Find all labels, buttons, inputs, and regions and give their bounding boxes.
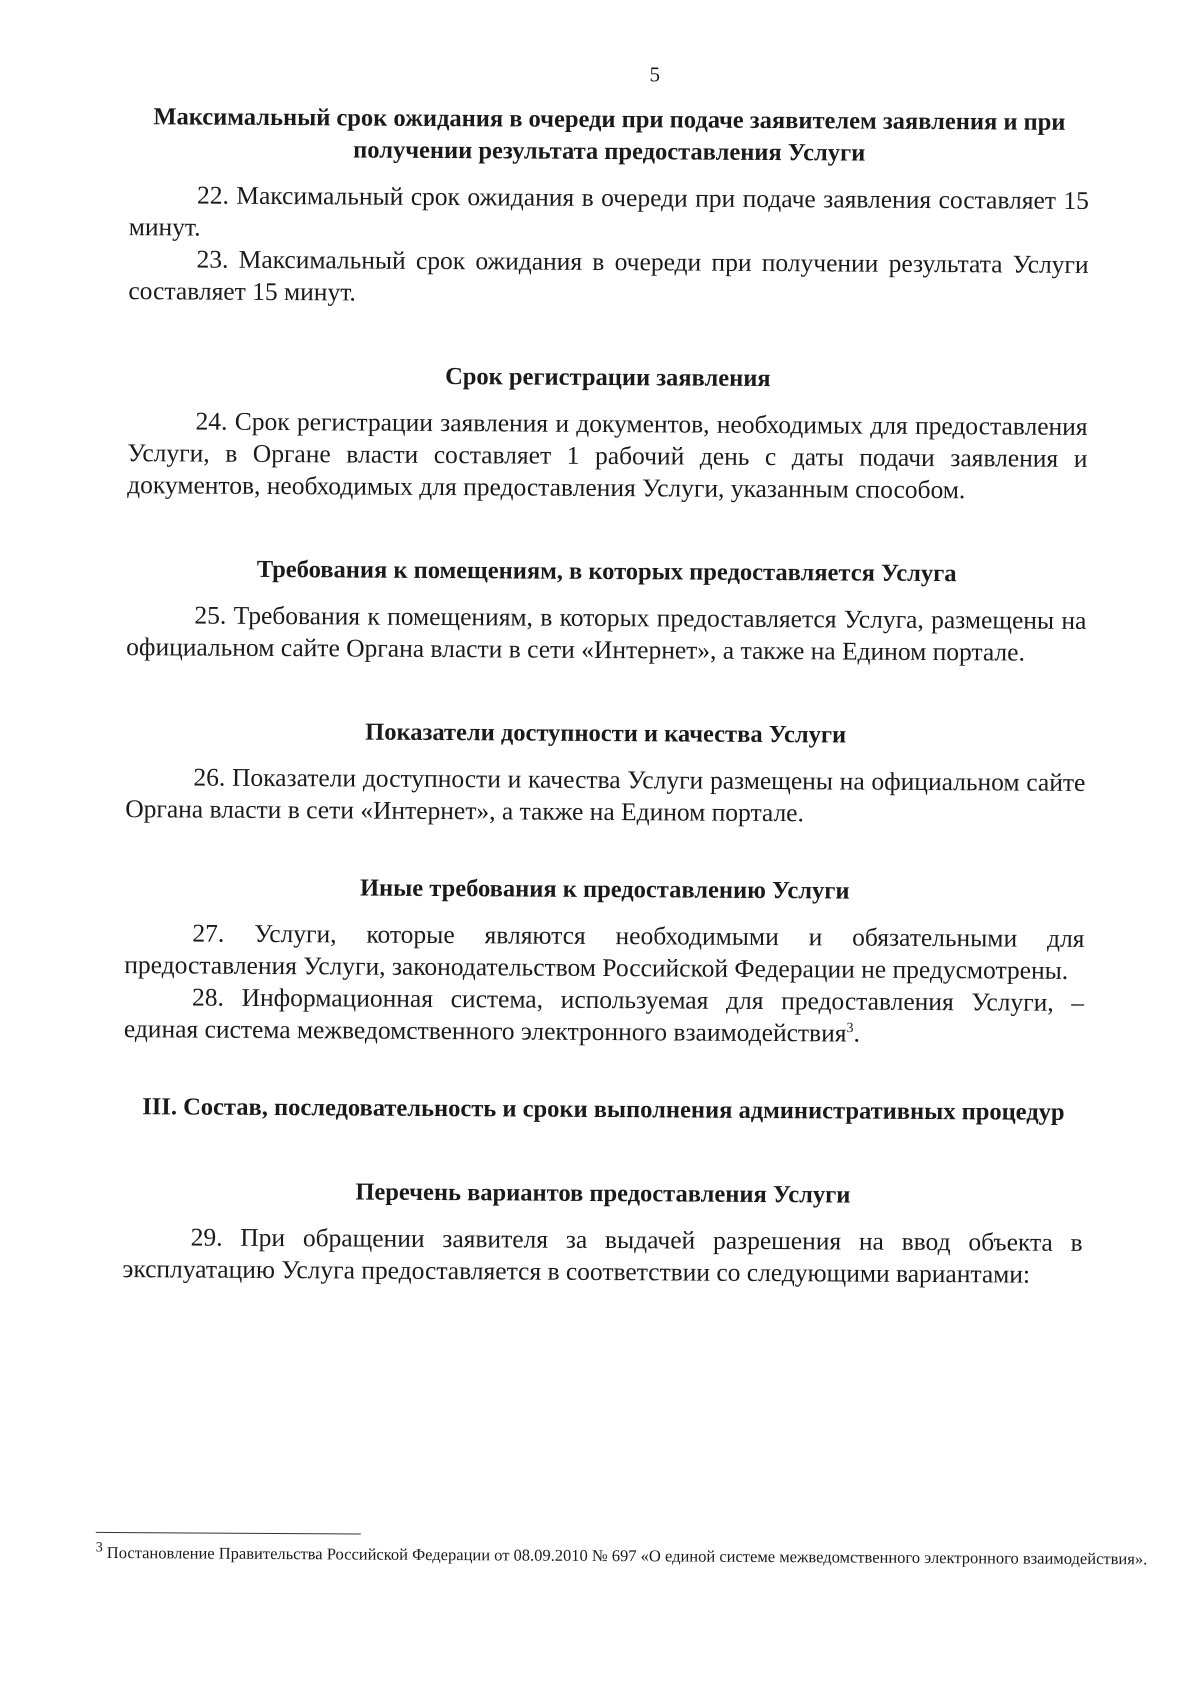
heading-section-iii: III. Состав, последовательность и сроки выполнения административных процедур [142, 1093, 1065, 1126]
paragraph-26: 26. Показатели доступности и качества Услуги размещены на официальном сайте Органа власти в сети «Интернет», а также на Едином портале. [125, 762, 1086, 828]
paragraph-28-text: 28. Информационная система, используемая для предоставления Услуги, – единая система межведомственного электронного взаимодействия [123, 982, 1085, 1048]
paragraph-24: 24. Срок регистрации заявления и документов, необходимых для предоставления Услуги, в Органе власти составляет 1 рабочий день с даты подачи заявления и документов, необходимых для предоставления Услуги, указанным способом. [127, 406, 1088, 505]
heading-service-variants: Перечень вариантов предоставления Услуги [355, 1178, 851, 1209]
heading-premises-requirements: Требования к помещениям, в которых предоставляется Услуга [256, 555, 957, 588]
paragraph-23: 23. Максимальный срок ожидания в очереди при получении результата Услуги составляет 15 минут. [128, 244, 1089, 307]
paragraph-27: 27. Услуги, которые являются необходимыми и обязательными для предоставления Услуги, законодательством Российской Федерации не предусмотрены. [124, 918, 1085, 985]
paragraph-25: 25. Требования к помещениям, в которых предоставляется Услуга, размещены на официальном сайте Органа власти в сети «Интернет», а также на Едином портале. [126, 600, 1087, 667]
heading-queue-waiting-time: Максимальный срок ожидания в очереди при подаче заявителем заявления и при получении результата предоставления Услуги [153, 103, 1066, 167]
heading-quality-indicators: Показатели доступности и качества Услуги [365, 718, 847, 749]
paragraph-22: 22. Максимальный срок ожидания в очереди при подаче заявления составляет 15 минут. [128, 180, 1090, 242]
paragraph-28 [124, 981, 1084, 1051]
paragraph-29: 29. При обращении заявителя за выдачей разрешения на ввод объекта в эксплуатацию Услуга предоставляется в соответствии со следующими вариантами: [122, 1222, 1083, 1289]
footnote-marker: 3 [95, 1540, 103, 1556]
paragraph-28-end: . [853, 1018, 860, 1048]
footnote-separator [96, 1532, 361, 1535]
footnote [96, 1542, 1156, 1570]
document-body [122, 101, 1089, 1291]
page-number: 5 [649, 62, 661, 87]
heading-registration-term: Срок регистрации заявления [445, 363, 771, 393]
heading-other-requirements: Иные требования к предоставлению Услуги [359, 874, 850, 905]
footnote-reference: 3 [846, 1021, 854, 1037]
footnote-text: Постановление Правительства Российской Федерации от 08.09.2010 № 697 «О единой системе межведомственного электронного взаимодействия». [102, 1542, 1148, 1569]
